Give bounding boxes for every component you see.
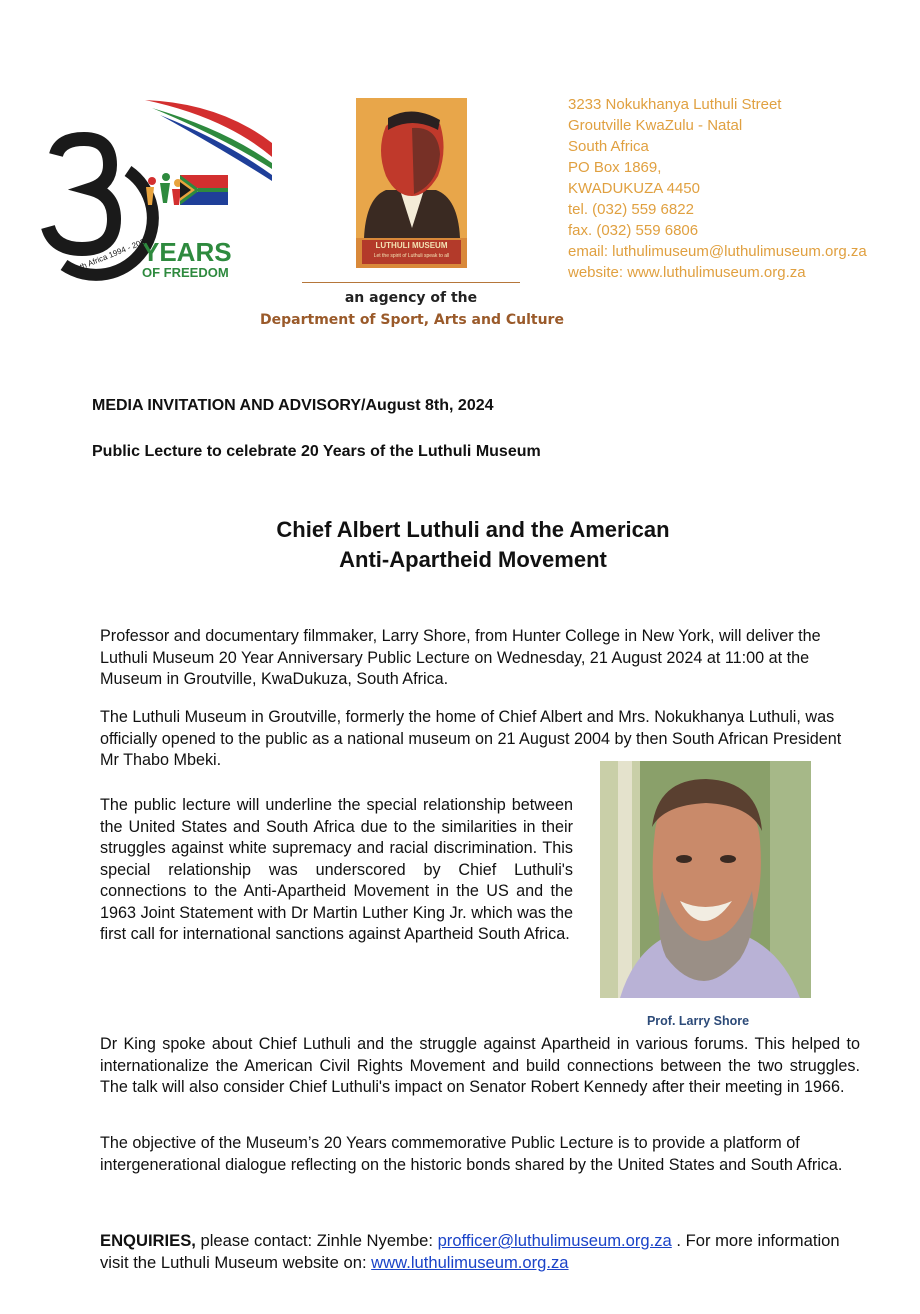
address-line: Groutville KwaZulu - Natal: [568, 117, 743, 134]
address-line: 3233 Nokukhanya Luthuli Street: [568, 96, 782, 113]
title-line-2: Anti-Apartheid Movement: [339, 547, 607, 572]
divider: [302, 282, 520, 283]
logo-years-text: YEARS: [142, 237, 232, 267]
paragraph-lecture-details: Professor and documentary filmmaker, Larry Shore, from Hunter College in New York, will deliver the Luthuli Museum 20 Year Anniversary Public Lecture on Wednesday, 21 August 2024 at 11:00 at the Museum in Groutville, KwaDukuza, South Africa.: [100, 627, 821, 688]
paragraph-museum-history: The Luthuli Museum in Groutville, formerly the home of Chief Albert and Mrs. Nokukhanya Luthuli, was officially opened to the public as a national museum on 21 August 2004 by then South African President Mr Thabo Mbeki.: [100, 708, 842, 769]
enquiries-text: please contact: Zinhle Nyembe:: [195, 1231, 438, 1250]
enquiries-paragraph: [100, 1230, 860, 1273]
enquiries-email-link[interactable]: profficer@luthulimuseum.org.za: [437, 1231, 672, 1250]
advisory-heading: MEDIA INVITATION AND ADVISORY/August 8th, 2024: [92, 397, 494, 414]
email-line: email: luthulimuseum@luthulimuseum.org.za: [568, 243, 867, 260]
phone-line: tel. (032) 559 6822: [568, 201, 694, 218]
museum-website-link[interactable]: www.luthulimuseum.org.za: [371, 1252, 569, 1272]
logo-arc-text: South Africa 1994 - 2024: [65, 235, 151, 277]
address-line: South Africa: [568, 138, 649, 155]
larry-shore-photo: [600, 761, 811, 998]
photo-caption: Prof. Larry Shore: [646, 1014, 750, 1028]
luthuli-museum-logo: [356, 98, 467, 268]
address-line: KWADUKUZA 4450: [568, 180, 700, 197]
paragraph-dr-king: Dr King spoke about Chief Luthuli and the struggle against Apartheid in various forums. This helped to internationalize the American Civil Rights Movement and build connections between the two struggles. The talk will also consider Chief Luthuli's impact on Senator Robert Kennedy after their meeting in 1966.: [100, 1035, 860, 1096]
paragraph-objective: The objective of the Museum’s 20 Years commemorative Public Lecture is to provide a platform of intergenerational dialogue reflecting on the historic bonds shared by the United States and South Africa.: [100, 1134, 843, 1174]
title-line-1: Chief Albert Luthuli and the American: [276, 517, 670, 542]
address-line: PO Box 1869,: [568, 159, 662, 176]
enquiries-more-text: . For more information visit the Luthuli Museum website on:: [100, 1231, 840, 1272]
contact-address-block: [568, 94, 867, 283]
museum-logo-name: LUTHULI MUSEUM: [375, 241, 448, 250]
lecture-title: [150, 515, 796, 575]
lecture-subtitle: Public Lecture to celebrate 20 Years of the Luthuli Museum: [92, 443, 541, 460]
thirty-years-freedom-logo: [10, 95, 285, 305]
agency-line: an agency of the: [344, 290, 478, 306]
department-name: Department of Sport, Arts and Culture: [260, 312, 564, 328]
fax-line: fax. (032) 559 6806: [568, 222, 699, 239]
paragraph-relationship: The public lecture will underline the special relationship between the United States and South Africa due to the similarities in their struggles against white supremacy and racial discrimination. This special relationship was underscored by Chief Luthuli's connections to the Anti-Apartheid Movement in the US and the 1963 Joint Statement with Dr Martin Luther King Jr. which was the first call for international sanctions against Apartheid South Africa.: [100, 796, 573, 943]
website-line: website: www.luthulimuseum.org.za: [568, 264, 806, 281]
museum-logo-tagline: Let the spirit of Luthuli speak to all: [373, 253, 450, 259]
enquiries-label: ENQUIRIES,: [100, 1231, 196, 1250]
logo-freedom-text: OF FREEDOM: [142, 265, 229, 280]
